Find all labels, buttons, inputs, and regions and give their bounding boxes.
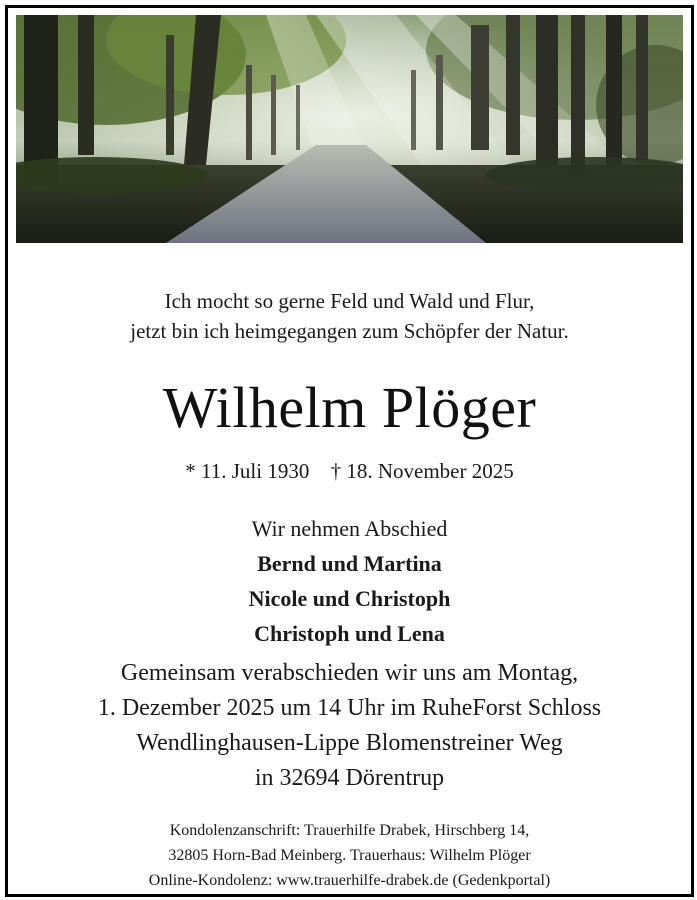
service-line: Gemeinsam verabschieden wir uns am Montag, bbox=[120, 660, 579, 686]
service-line: in 32694 Dörentrup bbox=[254, 765, 445, 791]
verse bbox=[8, 286, 691, 346]
obituary-frame bbox=[5, 5, 694, 897]
death-date: † 18. November 2025 bbox=[330, 459, 514, 483]
farewell-intro: Wir nehmen Abschied bbox=[251, 516, 448, 541]
mourner-name: Nicole und Christoph bbox=[248, 586, 451, 611]
service-line: 1. Dezember 2025 um 14 Uhr im RuheForst Schloss bbox=[97, 695, 602, 721]
condolence-line: 32805 Horn-Bad Meinberg. Trauerhaus: Wilhelm Plöger bbox=[168, 847, 531, 864]
verse-line: Ich mocht so gerne Feld und Wald und Flur, bbox=[164, 289, 535, 313]
mourner-name: Christoph und Lena bbox=[254, 621, 445, 646]
service-line: Wendlinghausen-Lippe Blomenstreiner Weg bbox=[136, 730, 563, 756]
forest-path-photo bbox=[16, 15, 683, 243]
forest-path-image bbox=[16, 15, 683, 243]
service-info bbox=[8, 656, 691, 796]
life-dates bbox=[8, 457, 691, 485]
birth-date: * 11. Juli 1930 bbox=[185, 459, 310, 483]
condolence-line: Kondolenzanschrift: Trauerhilfe Drabek, Hirschberg 14, bbox=[169, 822, 530, 839]
deceased-name: Wilhelm Plöger bbox=[162, 375, 537, 440]
mourner-name: Bernd und Martina bbox=[257, 551, 442, 576]
mourners-block bbox=[8, 511, 691, 651]
verse-line: jetzt bin ich heimgegangen zum Schöpfer der Natur. bbox=[130, 319, 569, 343]
condolence-line: Online-Kondolenz: www.trauerhilfe-drabek.de (Gedenkportal) bbox=[148, 872, 551, 889]
condolence-info bbox=[8, 818, 691, 893]
